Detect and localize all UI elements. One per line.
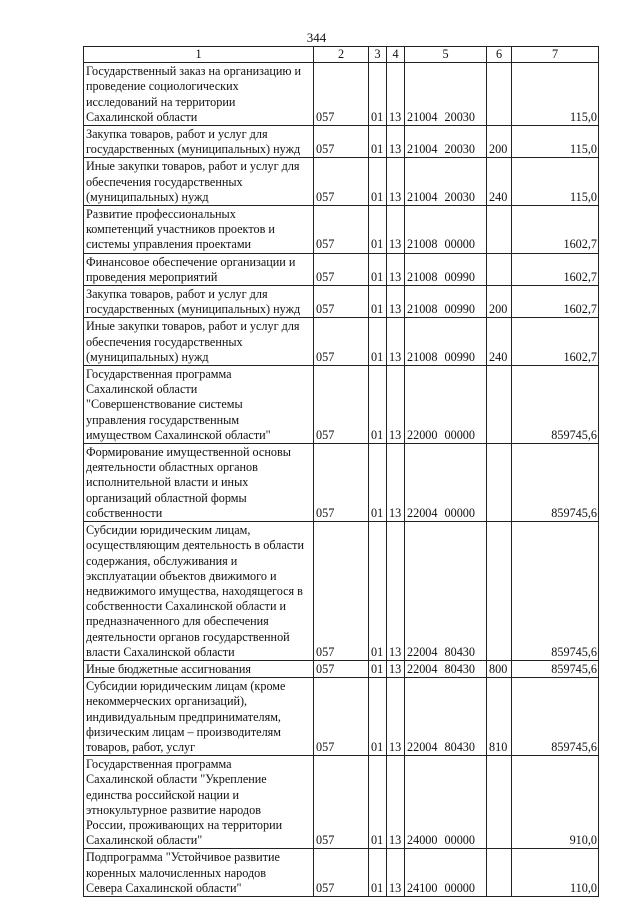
section-code-cell: 01 bbox=[369, 286, 387, 318]
grbs-code-cell: 057 bbox=[314, 444, 369, 522]
table-row bbox=[84, 253, 599, 285]
row-name-line: (муниципальных) нужд bbox=[86, 189, 209, 204]
row-name-line: собственности bbox=[86, 505, 163, 520]
target-article-cell: 22000 00000 bbox=[405, 366, 487, 444]
row-name-line: недвижимого имущества, находящегося в bbox=[86, 583, 303, 598]
subsection-code-cell: 13 bbox=[387, 660, 405, 677]
row-name-line: Сахалинской области "Укрепление bbox=[86, 772, 267, 787]
target-article-cell: 21008 00990 bbox=[405, 318, 487, 366]
row-name-line: проведение социологических bbox=[86, 79, 239, 94]
grbs-code-cell: 057 bbox=[314, 206, 369, 254]
row-name-cell bbox=[84, 318, 314, 366]
row-name-line: Финансовое обеспечение организации и bbox=[86, 254, 296, 269]
expense-type-cell: 240 bbox=[487, 318, 512, 366]
header-cell: 2 bbox=[314, 47, 369, 63]
subsection-code-cell: 13 bbox=[387, 444, 405, 522]
target-article-cell: 22004 80430 bbox=[405, 660, 487, 677]
row-name-line: Развитие профессиональных bbox=[86, 207, 236, 222]
table-row bbox=[84, 126, 599, 158]
section-code-cell: 01 bbox=[369, 253, 387, 285]
subsection-code-cell: 13 bbox=[387, 678, 405, 756]
table-row bbox=[84, 366, 599, 444]
row-name-line: России, проживающих на территории bbox=[86, 817, 283, 832]
subsection-code-cell: 13 bbox=[387, 253, 405, 285]
row-name-cell bbox=[84, 444, 314, 522]
row-name-line: физическим лицам – производителям bbox=[86, 724, 281, 739]
row-name-line: Сахалинской области bbox=[86, 382, 198, 397]
header-cell: 7 bbox=[512, 47, 599, 63]
grbs-code-cell: 057 bbox=[314, 286, 369, 318]
subsection-code-cell: 13 bbox=[387, 286, 405, 318]
amount-cell: 115,0 bbox=[512, 63, 599, 126]
target-article-cell: 22004 80430 bbox=[405, 678, 487, 756]
row-name-line: исследований на территории bbox=[86, 94, 236, 109]
row-name-line: деятельности областных органов bbox=[86, 460, 258, 475]
grbs-code-cell: 057 bbox=[314, 522, 369, 661]
table-row bbox=[84, 756, 599, 849]
row-name-line: системы управления проектами bbox=[86, 237, 252, 252]
table-row bbox=[84, 286, 599, 318]
expense-type-cell bbox=[487, 522, 512, 661]
amount-cell: 859745,6 bbox=[512, 444, 599, 522]
row-name-line: проведения мероприятий bbox=[86, 269, 218, 284]
amount-cell: 859745,6 bbox=[512, 678, 599, 756]
row-name-line: единства российской нации и bbox=[86, 787, 240, 802]
row-name-cell bbox=[84, 63, 314, 126]
amount-cell: 1602,7 bbox=[512, 286, 599, 318]
page-number: 344 bbox=[306, 30, 327, 45]
expense-type-cell: 800 bbox=[487, 660, 512, 677]
grbs-code-cell: 057 bbox=[314, 63, 369, 126]
target-article-cell: 21008 00000 bbox=[405, 206, 487, 254]
grbs-code-cell: 057 bbox=[314, 366, 369, 444]
row-name-line: организаций областной формы bbox=[86, 490, 247, 505]
target-article-cell: 21004 20030 bbox=[405, 63, 487, 126]
section-code-cell: 01 bbox=[369, 206, 387, 254]
section-code-cell: 01 bbox=[369, 444, 387, 522]
section-code-cell: 01 bbox=[369, 158, 387, 206]
table-row bbox=[84, 678, 599, 756]
header-cell: 3 bbox=[369, 47, 387, 63]
target-article-cell: 21004 20030 bbox=[405, 158, 487, 206]
target-article-cell: 21008 00990 bbox=[405, 253, 487, 285]
row-name-line: обеспечения государственных bbox=[86, 174, 243, 189]
grbs-code-cell: 057 bbox=[314, 253, 369, 285]
target-article-cell: 24000 00000 bbox=[405, 756, 487, 849]
expense-type-cell: 810 bbox=[487, 678, 512, 756]
header-cell: 4 bbox=[387, 47, 405, 63]
row-name-line: Иные бюджетные ассигнования bbox=[86, 661, 252, 676]
budget-table bbox=[83, 46, 599, 897]
amount-cell: 115,0 bbox=[512, 158, 599, 206]
amount-cell: 110,0 bbox=[512, 849, 599, 897]
row-name-line: Сахалинской области" bbox=[86, 833, 203, 848]
expense-type-cell bbox=[487, 756, 512, 849]
section-code-cell: 01 bbox=[369, 849, 387, 897]
expense-type-cell bbox=[487, 253, 512, 285]
row-name-line: предназначенного для обеспечения bbox=[86, 614, 269, 629]
row-name-line: Государственная программа bbox=[86, 367, 232, 382]
row-name-cell bbox=[84, 849, 314, 897]
target-article-cell: 21004 20030 bbox=[405, 126, 487, 158]
amount-cell: 910,0 bbox=[512, 756, 599, 849]
table-row bbox=[84, 63, 599, 126]
grbs-code-cell: 057 bbox=[314, 756, 369, 849]
row-name-line: государственных (муниципальных) нужд bbox=[86, 302, 301, 317]
grbs-code-cell: 057 bbox=[314, 318, 369, 366]
row-name-cell bbox=[84, 756, 314, 849]
target-article-cell: 22004 00000 bbox=[405, 444, 487, 522]
row-name-line: Государственный заказ на организацию и bbox=[86, 64, 302, 79]
expense-type-cell bbox=[487, 206, 512, 254]
section-code-cell: 01 bbox=[369, 126, 387, 158]
subsection-code-cell: 13 bbox=[387, 522, 405, 661]
row-name-line: Подпрограмма "Устойчивое развитие bbox=[86, 850, 280, 865]
table-row bbox=[84, 849, 599, 897]
table-row bbox=[84, 522, 599, 661]
row-name-line: власти Сахалинской области bbox=[86, 644, 235, 659]
subsection-code-cell: 13 bbox=[387, 63, 405, 126]
expense-type-cell: 240 bbox=[487, 158, 512, 206]
row-name-cell bbox=[84, 286, 314, 318]
grbs-code-cell: 057 bbox=[314, 126, 369, 158]
expense-type-cell bbox=[487, 444, 512, 522]
row-name-cell bbox=[84, 678, 314, 756]
table-row bbox=[84, 444, 599, 522]
row-name-line: исполнительной власти и иных bbox=[86, 475, 249, 490]
grbs-code-cell: 057 bbox=[314, 660, 369, 677]
expense-type-cell: 200 bbox=[487, 126, 512, 158]
section-code-cell: 01 bbox=[369, 318, 387, 366]
subsection-code-cell: 13 bbox=[387, 366, 405, 444]
row-name-line: Закупка товаров, работ и услуг для bbox=[86, 127, 268, 142]
row-name-line: управления государственным bbox=[86, 412, 240, 427]
grbs-code-cell: 057 bbox=[314, 158, 369, 206]
table-row bbox=[84, 158, 599, 206]
row-name-line: компетенций участников проектов и bbox=[86, 222, 275, 237]
grbs-code-cell: 057 bbox=[314, 678, 369, 756]
row-name-line: имуществом Сахалинской области" bbox=[86, 427, 271, 442]
amount-cell: 1602,7 bbox=[512, 253, 599, 285]
row-name-line: (муниципальных) нужд bbox=[86, 349, 209, 364]
row-name-line: содержания, обслуживания и bbox=[86, 553, 238, 568]
row-name-line: коренных малочисленных народов bbox=[86, 865, 267, 880]
row-name-line: Формирование имущественной основы bbox=[86, 445, 291, 460]
section-code-cell: 01 bbox=[369, 660, 387, 677]
row-name-line: деятельности органов государственной bbox=[86, 629, 290, 644]
row-name-line: Государственная программа bbox=[86, 757, 232, 772]
section-code-cell: 01 bbox=[369, 366, 387, 444]
header-cell: 5 bbox=[405, 47, 487, 63]
subsection-code-cell: 13 bbox=[387, 318, 405, 366]
row-name-line: государственных (муниципальных) нужд bbox=[86, 142, 301, 157]
expense-type-cell bbox=[487, 366, 512, 444]
row-name-line: индивидуальным предпринимателям, bbox=[86, 709, 281, 724]
row-name-line: товаров, работ, услуг bbox=[86, 739, 196, 754]
section-code-cell: 01 bbox=[369, 678, 387, 756]
subsection-code-cell: 13 bbox=[387, 756, 405, 849]
amount-cell: 859745,6 bbox=[512, 660, 599, 677]
section-code-cell: 01 bbox=[369, 756, 387, 849]
row-name-cell bbox=[84, 253, 314, 285]
table-body bbox=[84, 47, 599, 897]
row-name-line: эксплуатации объектов движимого и bbox=[86, 568, 277, 583]
row-name-cell bbox=[84, 522, 314, 661]
row-name-line: Иные закупки товаров, работ и услуг для bbox=[86, 319, 300, 334]
row-name-line: "Совершенствование системы bbox=[86, 397, 243, 412]
row-name-cell bbox=[84, 206, 314, 254]
amount-cell: 859745,6 bbox=[512, 522, 599, 661]
expense-type-cell: 200 bbox=[487, 286, 512, 318]
row-name-cell bbox=[84, 126, 314, 158]
amount-cell: 115,0 bbox=[512, 126, 599, 158]
amount-cell: 1602,7 bbox=[512, 318, 599, 366]
amount-cell: 1602,7 bbox=[512, 206, 599, 254]
row-name-line: осуществляющим деятельность в области bbox=[86, 538, 305, 553]
expense-type-cell bbox=[487, 63, 512, 126]
row-name-line: Сахалинской области bbox=[86, 109, 198, 124]
row-name-cell bbox=[84, 158, 314, 206]
grbs-code-cell: 057 bbox=[314, 849, 369, 897]
target-article-cell: 21008 00990 bbox=[405, 286, 487, 318]
row-name-line: некоммерческих организаций), bbox=[86, 694, 248, 709]
row-name-line: этнокультурное развитие народов bbox=[86, 802, 261, 817]
subsection-code-cell: 13 bbox=[387, 206, 405, 254]
table-row bbox=[84, 660, 599, 677]
row-name-cell bbox=[84, 660, 314, 677]
subsection-code-cell: 13 bbox=[387, 158, 405, 206]
row-name-line: Иные закупки товаров, работ и услуг для bbox=[86, 159, 300, 174]
row-name-cell bbox=[84, 366, 314, 444]
section-code-cell: 01 bbox=[369, 522, 387, 661]
section-code-cell: 01 bbox=[369, 63, 387, 126]
row-name-line: Севера Сахалинской области" bbox=[86, 880, 242, 895]
expense-type-cell bbox=[487, 849, 512, 897]
row-name-line: собственности Сахалинской области и bbox=[86, 599, 287, 614]
subsection-code-cell: 13 bbox=[387, 849, 405, 897]
header-cell: 6 bbox=[487, 47, 512, 63]
subsection-code-cell: 13 bbox=[387, 126, 405, 158]
header-row bbox=[84, 47, 599, 63]
table-row bbox=[84, 206, 599, 254]
target-article-cell: 24100 00000 bbox=[405, 849, 487, 897]
amount-cell: 859745,6 bbox=[512, 366, 599, 444]
row-name-line: обеспечения государственных bbox=[86, 334, 243, 349]
target-article-cell: 22004 80430 bbox=[405, 522, 487, 661]
header-cell: 1 bbox=[84, 47, 314, 63]
row-name-line: Субсидии юридическим лицам, bbox=[86, 523, 251, 538]
row-name-line: Закупка товаров, работ и услуг для bbox=[86, 287, 268, 302]
table-row bbox=[84, 318, 599, 366]
row-name-line: Субсидии юридическим лицам (кроме bbox=[86, 679, 286, 694]
